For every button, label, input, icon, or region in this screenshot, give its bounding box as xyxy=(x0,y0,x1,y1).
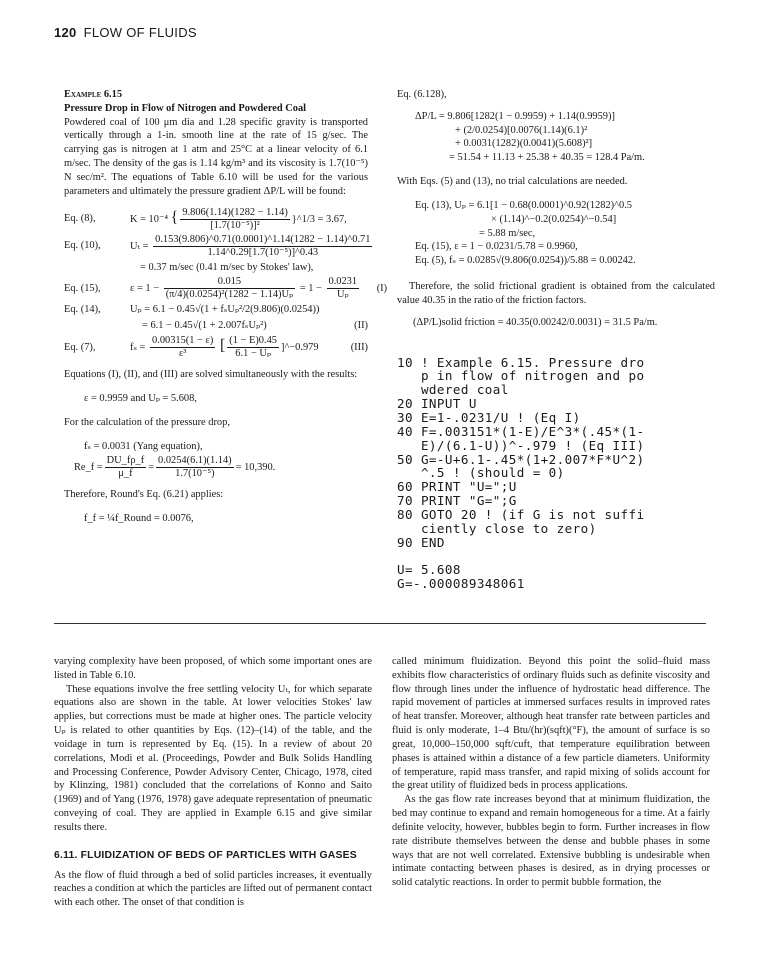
results: ε = 0.9959 and Uₚ = 5.608, xyxy=(84,392,197,404)
eq-label: Eq. (8), xyxy=(64,213,96,225)
example-bottom-rule xyxy=(54,623,706,624)
eq-lhs: K = 10⁻⁴ xyxy=(130,213,169,225)
equation-14-line2: = 6.1 − 0.45√(1 + 2.007fₛUₚ²) (II) xyxy=(142,320,368,332)
page-number: 120 xyxy=(54,25,77,40)
example-title: Pressure Drop in Flow of Nitrogen and Powdered Coal xyxy=(64,102,307,114)
solid-friction-result: (ΔP/L)solid friction = 40.35(0.00242/0.0031) = 31.5 Pa/m. xyxy=(413,316,658,328)
section-heading: 6.11. FLUIDIZATION OF BEDS OF PARTICLES WITH GASES xyxy=(54,849,357,861)
example-right-column xyxy=(397,88,715,591)
paragraph: varying complexity have been proposed, of which some important ones are listed in Table 6.10. xyxy=(54,656,372,681)
pressure-drop-text: For the calculation of the pressure drop, xyxy=(64,416,230,428)
therefore-text: Therefore, the solid frictional gradient is obtained from the calculated value 40.35 in the ratio of the friction factors. xyxy=(397,281,715,306)
running-title: FLOW OF FLUIDS xyxy=(83,25,197,40)
pressure-gradient-calc: ΔP/L = 9.806[1282(1 − 0.9959) + 1.14(0.9959)] + (2/0.0254)[0.0076(1.14)(6.1)² + 0.0031(1282)(0.0041)(5.608)²] = 51.54 + 11.13 + 25.38 + 40.35 = 128.4 Pa/m. xyxy=(415,110,645,164)
equation-10: Eq. (10), Uₜ = $\frac{0.153(9.806)\^{}0.71(0.0001)\^{}1.14(1282 - 1.14)\^{}0.71}{\text{1.14\textasciicircum{}0.29[1.7(10⁻⁵)]\textasciicircum{}0.43}}$ xyxy=(64,233,371,258)
eq13-calc: Eq. (13), Uₚ = 6.1[1 − 0.68(0.0001)^0.92(1282)^0.5 × (1.14)^−0.2(0.0254)^−0.54] = 5.88 m/sec, Eq. (15), ε = 1 − 0.0231/5.78 = 0.9960, Eq. (5), fₛ = 0.0285√(9.806(0.0254))/5.88 = 0.00242. xyxy=(415,199,636,267)
reynolds-equation: Re_f = $\frac{DU\_f\rho\_f}{\mu\_f}$ = $\frac{0.0254(6.1)(1.14)}{\text{1.7(10⁻⁵)}}$ = 10,390. xyxy=(74,455,276,480)
no-trial-text: With Eqs. (5) and (13), no trial calculations are needed. xyxy=(397,176,628,188)
paragraph: called minimum fluidization. Beyond this point the solid–fluid mass exhibits flow characteristics of ordinary fluids such as definite viscosity and flow through lines under the influence of hydrostatic head difference. The rapid movement of particles at immersed surfaces results in improved rates of heat transfer. Moreover, although heat transfer rate between particles and fluid is only moderate, 1–4 Btu/(hr)(sqft)(°F), the amount of surface is so great, 10,000–150,000 sqft/cuft, that temperature equilibration between phases is attained within a distance of a few particle diameters. Uniformity of temperature, rapid mass transfer, and rapid mixing of solids account for the great utility of fluidized beds in process applications. xyxy=(392,656,710,792)
solved-text: Equations (I), (II), and (III) are solved simultaneously with the results: xyxy=(64,369,358,381)
body-left-column xyxy=(54,655,372,910)
running-header xyxy=(54,24,197,41)
eq-rhs: }^1/3 = 3.67, xyxy=(291,213,347,225)
equation-8: Eq. (8), K = 10⁻⁴ { $\frac{9.806(1.14)(1282 - 1.14)}{\text{[1.7(10⁻⁵)]²}}$ }^1/3 = 3.67, xyxy=(64,206,347,231)
equation-15: Eq. (15), ε = 1 − $\frac{0.015}{\text{(π/4)(0.0254)²(1282 − 1.14)Uₚ}}$ = 1 − $\frac{0.0231}{\text{Uₚ}}$ (I) xyxy=(64,276,388,301)
example-left-column xyxy=(64,88,388,526)
example-intro: Powdered coal of 100 μm dia and 1.28 specific gravity is transported vertically through a 1-in. smooth line at the rate of 15 g/sec. The carrying gas is nitrogen at 1 atm and 25°C at a linear velocity of 6.1 m/sec. The density of the gas is 1.14 kg/m³ and its viscosity is 1.7(10⁻⁵) N sec/m². The equations of Table 6.10 will be used for the various parameters and ultimately the pressure gradient ΔP/L will be found: xyxy=(64,116,368,197)
eq10-result: = 0.37 m/sec (0.41 m/sec by Stokes' law), xyxy=(140,261,314,273)
paragraph: As the gas flow rate increases beyond that at minimum fluidization, the bed may continue to expand and remain homogeneous for a time. At a fairly definite velocity, however, bubbles begin to form. Further increases in flow rate distribute themselves between the dense and bubble phases in some ways that are not well correlated. Extensive bubbling is undesirable when intimate contacting between phases is desired, as in drying processes or solid catalytic reactions. In order to permit bubble formation, the xyxy=(392,794,710,889)
eq10-fraction: $\frac{0.153(9.806)\^{}0.71(0.0001)\^{}1.14(1282 - 1.14)\^{}0.71}{\text{1.14\textasciicircum{}0.29[1.7(10⁻⁵)]\textasciicircum{}0.43}}$ xyxy=(155,233,371,258)
ff-value: f_f = ¼f_Round = 0.0076, xyxy=(84,513,194,525)
fs-value: fₛ = 0.0031 (Yang equation), xyxy=(84,440,203,452)
equation-7: Eq. (7), fₛ = $\frac{0.00315(1 - \varepsilon)}{\text{ε³}}$ [ $\frac{(1 - E)0.45}{\text{6.1 − Uₚ}}$ ]^−0.979 (III) xyxy=(64,335,368,360)
eq8-fraction: $\frac{9.806(1.14)(1282 - 1.14)}{\text{[1.7(10⁻⁵)]²}}$ xyxy=(182,206,288,231)
paragraph: These equations involve the free settling velocity Uₜ, for which separate equations also are shown in the table. At lower velocities Stokes' law applies, but corrections must be made at higher ones. The particle velocity Uₚ is related to other quantities by Eqs. (12)–(14) of the table, and the voidage in turn is represented by Eq. (15). In a review of about 20 correlations, Modi et al. (Proceedings, Powder and Bulk Solids Handling and Processing Conference, Powder Advisory Center, Chicago, 1978, cited by Klinzing, 1981) concluded that the correlations of Konno and Saito (1969) and of Yang (1976, 1978) gave adequate representation of pneumatic conveying of coal. They are applied in Example 6.15 and give similar results there. xyxy=(54,683,372,833)
equation-14: Eq. (14), Uₚ = 6.1 − 0.45√(1 + fₛUₚ²/2(9.806)(0.0254)) xyxy=(64,304,320,316)
eq-6128-label: Eq. (6.128), xyxy=(397,89,447,100)
program-output: U= 5.608 G=-.000089348061 xyxy=(397,562,525,592)
paragraph: As the flow of fluid through a bed of solid particles increases, it eventually reaches a condition at which the particles are lifted out of permanent contact with each other. The onset of that condition is xyxy=(54,869,372,909)
example-label: Example 6.15 xyxy=(64,89,123,100)
body-right-column xyxy=(392,655,710,890)
basic-program-listing: 10 ! Example 6.15. Pressure dro p in flow of nitrogen and po wdered coal 20 INPUT U 30 E=1-.0231/U ! (Eq I) 40 F=.003151*(1-E)/E^3*(.45*(1- E)/(6.1-U))^-.979 ! (Eq III) 50 G=-U+6.1-.45*(1+2.007*F*U^2) ^.5 ! (should = 0) 60 PRINT "U=";U 70 PRINT "G=";G 80 GOTO 20 ! (if G is not suffi ciently close to zero) 90 END xyxy=(397,354,645,550)
eq-tag: (I) xyxy=(376,282,388,294)
round-text: Therefore, Round's Eq. (6.21) applies: xyxy=(64,489,224,501)
